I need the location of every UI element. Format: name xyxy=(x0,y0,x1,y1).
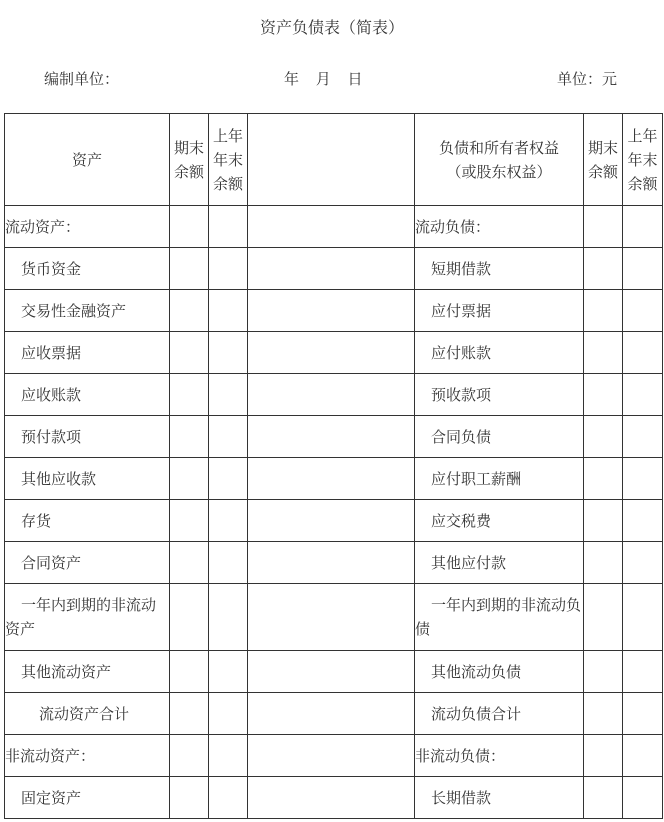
header-asset-prev-balance: 上年年末余额 xyxy=(209,114,248,206)
asset-end-cell xyxy=(170,374,209,416)
liability-label: 短期借款 xyxy=(415,248,584,290)
table-row xyxy=(5,458,663,500)
blank-cell xyxy=(248,332,415,374)
header-asset: 资产 xyxy=(5,114,170,206)
liability-label: 预收款项 xyxy=(415,374,584,416)
balance-sheet-table xyxy=(4,113,663,819)
asset-end-cell xyxy=(170,584,209,651)
liability-label: 其他应付款 xyxy=(415,542,584,584)
table-row xyxy=(5,374,663,416)
header-liab-end-balance: 期末余额 xyxy=(584,114,623,206)
asset-end-cell xyxy=(170,500,209,542)
asset-subtotal-label: 流动资产合计 xyxy=(5,693,170,735)
liab-prev-cell xyxy=(623,458,663,500)
header-asset-end-balance: 期末余额 xyxy=(170,114,209,206)
asset-label: 固定资产 xyxy=(5,777,170,819)
asset-label: 存货 xyxy=(5,500,170,542)
blank-cell xyxy=(248,248,415,290)
asset-prev-cell xyxy=(209,458,248,500)
asset-prev-cell xyxy=(209,735,248,777)
asset-label: 应收票据 xyxy=(5,332,170,374)
liab-prev-cell xyxy=(623,206,663,248)
liab-end-cell xyxy=(584,651,623,693)
asset-prev-cell xyxy=(209,693,248,735)
liab-end-cell xyxy=(584,542,623,584)
liab-prev-cell xyxy=(623,777,663,819)
liab-end-cell xyxy=(584,248,623,290)
asset-prev-cell xyxy=(209,374,248,416)
table-row xyxy=(5,248,663,290)
blank-cell xyxy=(248,693,415,735)
asset-prev-cell xyxy=(209,332,248,374)
liability-label: 长期借款 xyxy=(415,777,584,819)
asset-end-cell xyxy=(170,693,209,735)
table-row xyxy=(5,651,663,693)
liab-end-cell xyxy=(584,416,623,458)
asset-label: 其他应收款 xyxy=(5,458,170,500)
asset-end-cell xyxy=(170,458,209,500)
liab-end-cell xyxy=(584,332,623,374)
liab-end-cell xyxy=(584,374,623,416)
liab-end-cell xyxy=(584,777,623,819)
liab-end-cell xyxy=(584,458,623,500)
liab-prev-cell xyxy=(623,290,663,332)
header-liabilities-line1: 负债和所有者权益 xyxy=(438,138,559,157)
liab-prev-cell xyxy=(623,542,663,584)
header-row xyxy=(5,114,663,206)
asset-prev-cell xyxy=(209,500,248,542)
table-row xyxy=(5,777,663,819)
asset-label: 一年内到期的非流动资产 xyxy=(5,584,170,651)
liab-prev-cell xyxy=(623,332,663,374)
table-row xyxy=(5,290,663,332)
asset-prev-cell xyxy=(209,248,248,290)
liability-label: 其他流动负债 xyxy=(415,651,584,693)
liability-label: 应交税费 xyxy=(415,500,584,542)
currency-unit-label: 单位：元 xyxy=(557,70,618,88)
asset-label: 流动资产： xyxy=(5,206,170,248)
blank-cell xyxy=(248,542,415,584)
liab-end-cell xyxy=(584,290,623,332)
asset-end-cell xyxy=(170,777,209,819)
table-row xyxy=(5,542,663,584)
blank-cell xyxy=(248,651,415,693)
liability-label: 应付职工薪酬 xyxy=(415,458,584,500)
table-row xyxy=(5,416,663,458)
asset-prev-cell xyxy=(209,584,248,651)
asset-end-cell xyxy=(170,542,209,584)
blank-cell xyxy=(248,584,415,651)
liability-label: 应付票据 xyxy=(415,290,584,332)
asset-prev-cell xyxy=(209,416,248,458)
date-label: 年 月 日 xyxy=(284,70,363,88)
table-row xyxy=(5,500,663,542)
liab-prev-cell xyxy=(623,693,663,735)
liab-prev-cell xyxy=(623,651,663,693)
asset-end-cell xyxy=(170,416,209,458)
liab-prev-cell xyxy=(623,500,663,542)
asset-end-cell xyxy=(170,206,209,248)
asset-end-cell xyxy=(170,735,209,777)
liability-label: 应付账款 xyxy=(415,332,584,374)
liability-label: 一年内到期的非流动负债 xyxy=(415,584,584,651)
liab-prev-cell xyxy=(623,416,663,458)
asset-prev-cell xyxy=(209,206,248,248)
blank-cell xyxy=(248,416,415,458)
asset-prev-cell xyxy=(209,651,248,693)
asset-label: 交易性金融资产 xyxy=(5,290,170,332)
table-row xyxy=(5,584,663,651)
blank-cell xyxy=(248,735,415,777)
header-blank xyxy=(248,114,415,206)
liability-label: 流动负债： xyxy=(415,206,584,248)
blank-cell xyxy=(248,374,415,416)
asset-end-cell xyxy=(170,248,209,290)
blank-cell xyxy=(248,500,415,542)
asset-prev-cell xyxy=(209,290,248,332)
liab-end-cell xyxy=(584,584,623,651)
liab-prev-cell xyxy=(623,735,663,777)
liab-prev-cell xyxy=(623,584,663,651)
table-row xyxy=(5,735,663,777)
liability-subtotal-label: 流动负债合计 xyxy=(415,693,584,735)
table-row xyxy=(5,206,663,248)
asset-prev-cell xyxy=(209,542,248,584)
blank-cell xyxy=(248,458,415,500)
table-row xyxy=(5,332,663,374)
blank-cell xyxy=(248,290,415,332)
header-liab-prev-balance: 上年年末余额 xyxy=(623,114,663,206)
asset-prev-cell xyxy=(209,777,248,819)
asset-label: 应收账款 xyxy=(5,374,170,416)
liability-label: 合同负债 xyxy=(415,416,584,458)
liab-end-cell xyxy=(584,500,623,542)
asset-label: 预付款项 xyxy=(5,416,170,458)
asset-end-cell xyxy=(170,332,209,374)
preparer-label: 编制单位： xyxy=(44,70,120,88)
blank-cell xyxy=(248,206,415,248)
liab-prev-cell xyxy=(623,374,663,416)
liab-end-cell xyxy=(584,735,623,777)
page-title: 资产负债表（简表） xyxy=(259,18,404,37)
asset-label: 非流动资产： xyxy=(5,735,170,777)
liab-prev-cell xyxy=(623,248,663,290)
liab-end-cell xyxy=(584,693,623,735)
table-row xyxy=(5,693,663,735)
header-liabilities xyxy=(415,114,584,206)
liab-end-cell xyxy=(584,206,623,248)
asset-label: 合同资产 xyxy=(5,542,170,584)
header-liabilities-line2: （或股东权益） xyxy=(446,162,552,181)
asset-end-cell xyxy=(170,290,209,332)
liability-label: 非流动负债： xyxy=(415,735,584,777)
asset-label: 其他流动资产 xyxy=(5,651,170,693)
blank-cell xyxy=(248,777,415,819)
asset-end-cell xyxy=(170,651,209,693)
asset-label: 货币资金 xyxy=(5,248,170,290)
